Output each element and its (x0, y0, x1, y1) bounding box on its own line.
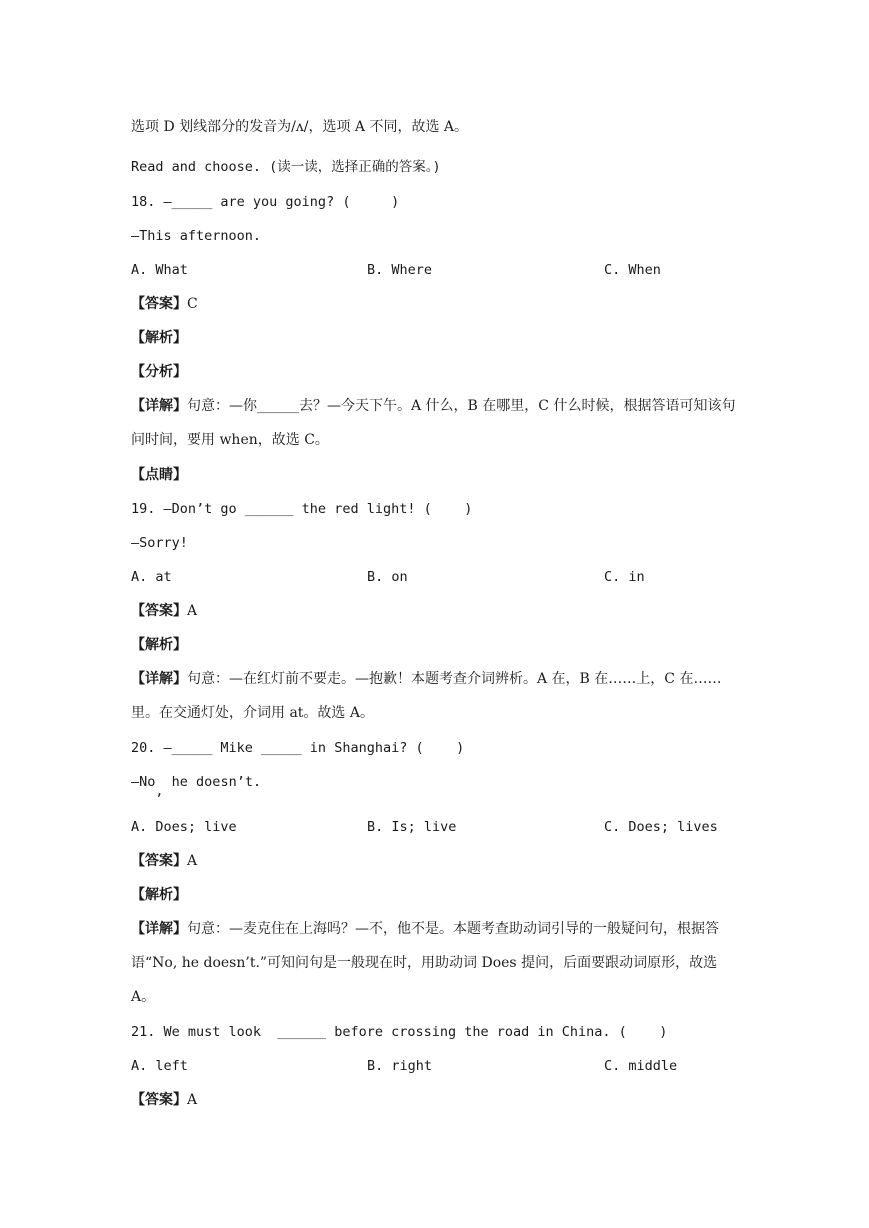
question-19-option-b: B. on (367, 569, 408, 585)
question-21-option-b: B. right (367, 1058, 433, 1074)
reply-part-b: he doesn’t. (171, 774, 262, 790)
question-18-detail (131, 389, 741, 457)
section-instruction: Read and choose. (读一读，选择正确的答案。) (131, 159, 441, 175)
question-19-analysis-label: 【解析】 (131, 637, 187, 653)
question-20-analysis-label: 【解析】 (131, 887, 187, 903)
question-18-answer (131, 294, 198, 314)
answer-value: A (187, 603, 198, 619)
detail-label: 【详解】 (131, 921, 187, 937)
detail-label: 【详解】 (131, 671, 187, 687)
detail-label: 【详解】 (131, 398, 187, 414)
question-18-option-b: B. Where (367, 262, 433, 278)
question-19-stem: 19. —Don’t go ______ the red light! ( ) (131, 501, 473, 517)
question-20-option-a: A. Does; live (131, 819, 237, 835)
answer-label: 【答案】 (131, 1092, 187, 1108)
question-20-detail (131, 912, 741, 1014)
question-21-option-c: C. middle (604, 1058, 678, 1074)
detail-text: 句意：—在红灯前不要走。—抱歉！本题考查介词辨析。A 在，B 在……上，C 在……里。在交通灯处，介词用 at。故选 A。 (131, 671, 722, 721)
answer-value: A (187, 853, 198, 869)
phonetic-note: 选项 D 划线部分的发音为/ʌ/，选项 A 不同，故选 A。 (131, 119, 469, 135)
question-19-detail (131, 662, 741, 730)
question-20-reply (131, 772, 262, 799)
question-19-option-a: A. at (131, 569, 172, 585)
question-18-option-a: A. What (131, 262, 188, 278)
question-19-option-c: C. in (604, 569, 645, 585)
question-19-answer (131, 601, 197, 621)
question-18-sub-label: 【分析】 (131, 364, 187, 380)
question-18-reply: —This afternoon. (131, 228, 262, 244)
reply-comma: , (155, 783, 164, 799)
answer-label: 【答案】 (131, 853, 187, 869)
detail-text: 句意：—麦克住在上海吗？—不，他不是。本题考查助动词引导的一般疑问句，根据答语“No, he doesn’t.”可知问句是一般现在时，用助动词 Does 提问，后面要跟动词原形，故选 A。 (131, 921, 719, 1005)
answer-value: C (187, 296, 198, 312)
question-21-answer (131, 1090, 197, 1110)
answer-label: 【答案】 (131, 296, 187, 312)
question-20-answer (131, 851, 197, 871)
question-20-stem: 20. —_____ Mike _____ in Shanghai? ( ) (131, 740, 465, 756)
question-20-option-c: C. Does; lives (604, 819, 718, 835)
reply-part-a: —No (131, 774, 156, 790)
question-18-analysis-label: 【解析】 (131, 330, 187, 346)
answer-value: A (187, 1092, 198, 1108)
detail-text: 句意：—你______去？—今天下午。A 什么，B 在哪里，C 什么时候，根据答语可知该句问时间，要用 when，故选 C。 (131, 398, 736, 448)
question-21-option-a: A. left (131, 1058, 188, 1074)
question-18-stem: 18. —_____ are you going? ( ) (131, 194, 400, 210)
question-18-option-c: C. When (604, 262, 661, 278)
question-21-stem: 21. We must look ______ before crossing the road in China. ( ) (131, 1024, 668, 1040)
question-19-reply: —Sorry! (131, 535, 188, 551)
answer-label: 【答案】 (131, 603, 187, 619)
question-20-option-b: B. Is; live (367, 819, 457, 835)
question-18-tip-label: 【点睛】 (131, 467, 187, 483)
